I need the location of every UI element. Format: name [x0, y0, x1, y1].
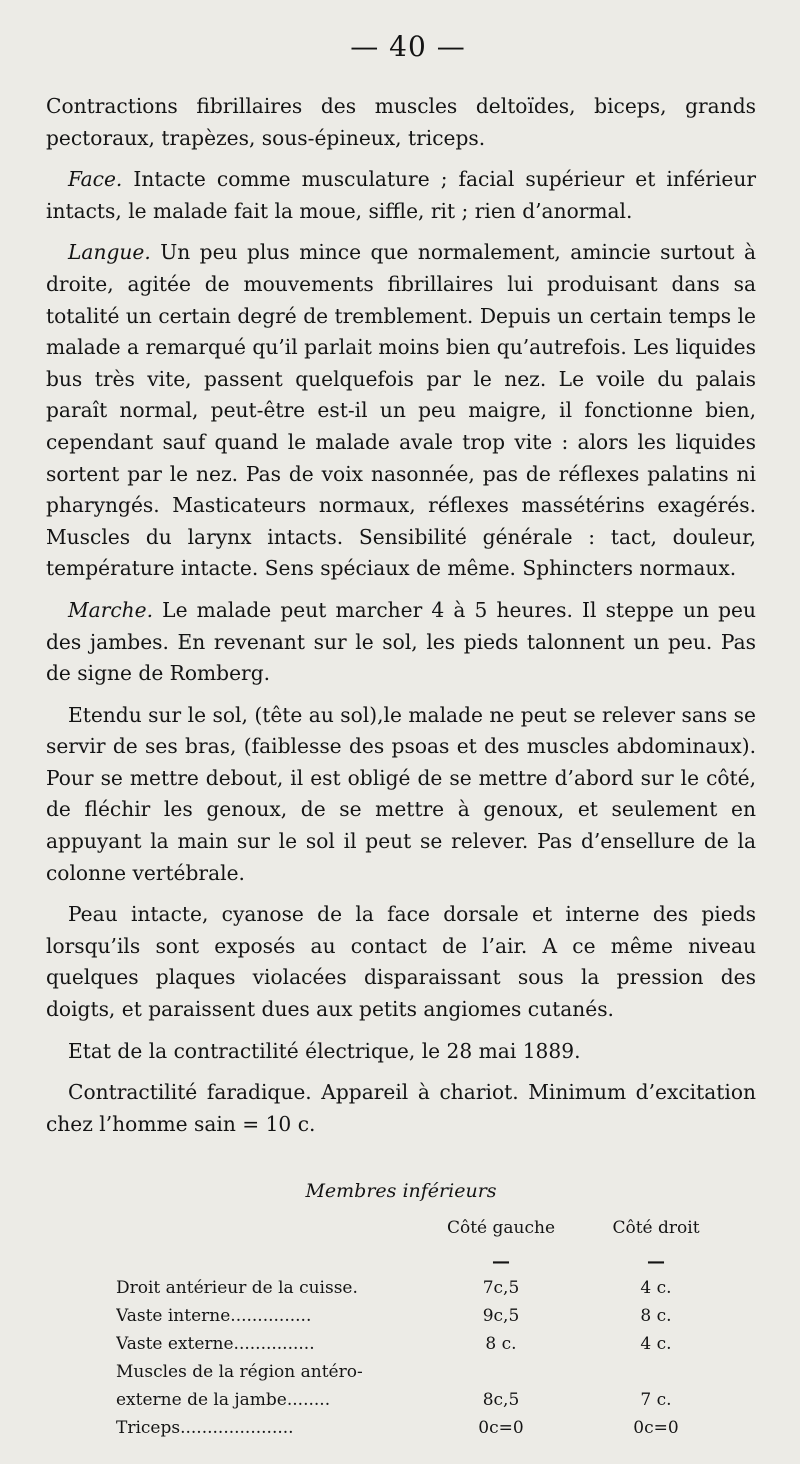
paragraph-text: Contractilité faradique. Appareil à chariot. Minimum d’excitation chez l’homme sain = 10 c. [46, 1080, 756, 1136]
paragraph-text: Peau intacte, cyanose de la face dorsale et interne des pieds lorsqu’ils sont exposés au contact de l’air. A ce même niveau quelques plaques violacées disparaissant sous la pression des doigts, et paraissent dues aux petits angiomes cutanés. [46, 902, 756, 1022]
table-row [116, 1382, 726, 1410]
table-row [116, 1298, 726, 1326]
value-left: 8 c. [485, 1334, 517, 1355]
paragraph-text: Etat de la contractilité électrique, le 28 mai 1889. [68, 1038, 581, 1063]
table-row [116, 1326, 726, 1354]
table-row [116, 1410, 726, 1438]
paragraph-etat [46, 1036, 756, 1068]
paragraph-langue [46, 237, 756, 585]
paragraph-text: Intacte comme musculature ; facial supérieur et inférieur intacts, le malade fait la moue, siffle, rit ; rien d’anormal. [46, 167, 756, 223]
table-row [116, 1270, 726, 1298]
value-right: 4 c. [640, 1334, 672, 1355]
paragraph-contractilite [46, 1077, 756, 1140]
measurements-table [116, 1218, 726, 1438]
paragraph-1 [46, 91, 756, 154]
muscle-name: Vaste interne............... [116, 1306, 312, 1327]
paragraph-lead: Langue. [68, 240, 151, 265]
value-right: 7 c. [640, 1390, 672, 1411]
value-left: 8c,5 [482, 1390, 520, 1411]
paragraph-peau [46, 899, 756, 1025]
muscle-name: Muscles de la région antéro- [116, 1362, 363, 1383]
value-left: 9c,5 [482, 1306, 520, 1327]
table-title: Membres inférieurs [305, 1180, 497, 1203]
column-header-right: Côté droit [612, 1218, 700, 1239]
muscle-name: Triceps..................... [116, 1418, 294, 1439]
muscle-name: Droit antérieur de la cuisse. [116, 1278, 358, 1299]
paragraph-face [46, 164, 756, 227]
column-dash-left: — [492, 1251, 510, 1273]
table-header-row [116, 1218, 726, 1242]
column-header-left: Côté gauche [446, 1218, 556, 1239]
value-left: 7c,5 [482, 1278, 520, 1299]
paragraph-lead: Marche. [68, 597, 154, 622]
muscle-name-continued: externe de la jambe........ [116, 1390, 331, 1411]
value-right: 0c=0 [633, 1418, 679, 1439]
table-row-multiline-first [116, 1354, 726, 1382]
paragraph-text: Un peu plus mince que normalement, amincie surtout à droite, agitée de mouvements fibrillaires lui produisant dans sa totalité un certain degré de tremblement. Depuis un certain temps le malade a remarqué qu’il parlait moins bien qu’autrefois. Les liquides bus très vite, passent quelquefois par le nez. Le voile du palais paraît normal, peut-être est-il un peu maigre, il fonctionne bien, cependant sauf quand le malade avale trop vite : alors les liquides sortent par le nez. Pas de voix nasonnée, pas de réflexes palatins ni pharyngés. Masticateurs normaux, réflexes massétérins exagérés. Muscles du larynx intacts. Sensibilité générale : tact, douleur, température intacte. Sens spéciaux de même. Sphincters normaux. [46, 240, 756, 581]
paragraph-etendu [46, 700, 756, 890]
page-number: — 40 — [350, 30, 466, 63]
column-dash-right: — [647, 1251, 665, 1273]
value-right: 8 c. [640, 1306, 672, 1327]
paragraph-lead: Face. [68, 167, 123, 192]
paragraph-text: Contractions fibrillaires des muscles deltoïdes, biceps, grands pectoraux, trapèzes, sous-épineux, triceps. [46, 94, 756, 150]
muscle-name: Vaste externe............... [116, 1334, 315, 1355]
paragraph-marche [46, 595, 756, 690]
value-right: 4 c. [640, 1278, 672, 1299]
table-dash-row [116, 1242, 726, 1270]
paragraph-text: Le malade peut marcher 4 à 5 heures. Il steppe un peu des jambes. En revenant sur le sol, les pieds talonnent un peu. Pas de signe de Romberg. [46, 597, 756, 686]
paragraph-text: Etendu sur le sol, (tête au sol),le malade ne peut se relever sans se servir de ses bras, (faiblesse des psoas et des muscles abdominaux). Pour se mettre debout, il est obligé de se mettre d’abord sur le côté, de fléchir les genoux, de se mettre à genoux, et seulement en appuyant la main sur le sol il peut se relever. Pas d’ensellure de la colonne vertébrale. [46, 702, 756, 885]
value-left: 0c=0 [478, 1418, 524, 1439]
